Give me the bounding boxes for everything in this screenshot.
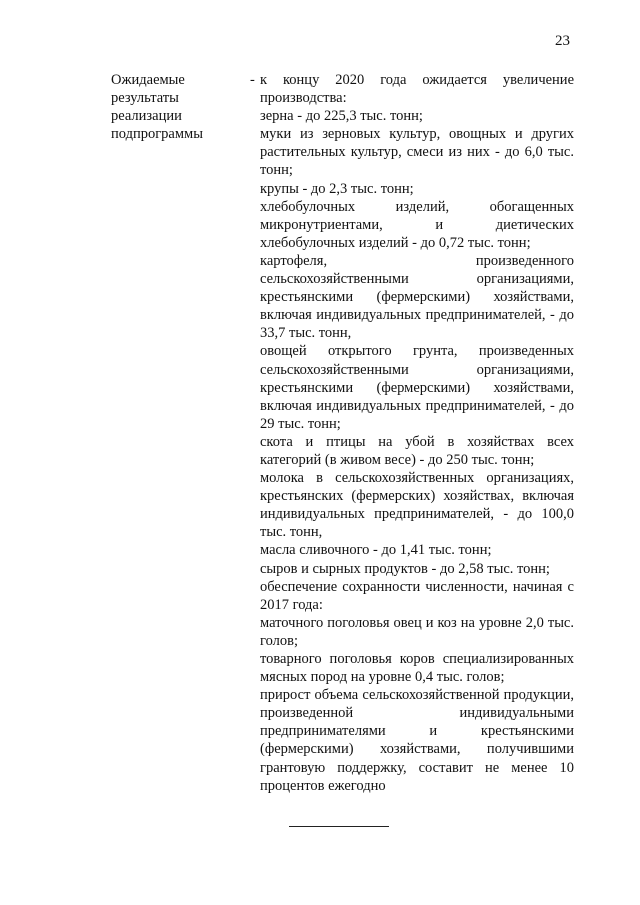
section-label-line: подпрограммы <box>111 126 203 142</box>
list-dash: - <box>250 72 255 88</box>
section-label-line: Ожидаемые <box>111 72 185 88</box>
results-paragraph: муки из зерновых культур, овощных и других растительных культур, смеси из них - до 6,0 тыс. тонн; <box>260 126 574 179</box>
results-paragraph: к концу 2020 года ожидается увеличение производства: <box>260 72 574 107</box>
results-paragraph: сыров и сырных продуктов - до 2,58 тыс. тонн; <box>260 560 550 577</box>
results-paragraph: масла сливочного - до 1,41 тыс. тонн; <box>260 542 492 559</box>
results-paragraph: товарного поголовья коров специализированных мясных пород на уровне 0,4 тыс. голов; <box>260 651 574 686</box>
section-label-line: реализации <box>111 108 182 124</box>
section-label-line: результаты <box>111 90 179 106</box>
results-paragraph: обеспечение сохранности численности, начиная с 2017 года: <box>260 578 574 613</box>
results-paragraph: скота и птицы на убой в хозяйствах всех категорий (в живом весе) - до 250 тыс. тонн; <box>260 433 574 468</box>
results-paragraph: маточного поголовья овец и коз на уровне 2,0 тыс. голов; <box>260 614 574 649</box>
results-paragraph: прирост объема сельскохозяйственной продукции, произведенной индивидуальными предпринимателями и крестьянскими (фермерскими) хозяйствами, получившими грантовую поддержку, составит не менее 10 процентов ежегодно <box>260 687 574 794</box>
results-paragraph: зерна - до 225,3 тыс. тонн; <box>260 108 423 125</box>
results-paragraph: крупы - до 2,3 тыс. тонн; <box>260 180 414 197</box>
results-paragraph: хлебобулочных изделий, обогащенных микронутриентами, и диетических хлебобулочных изделий - до 0,72 тыс. тонн; <box>260 198 574 251</box>
expected-results-text <box>260 71 574 795</box>
results-paragraph: молока в сельскохозяйственных организациях, крестьянских (фермерских) хозяйствах, включая индивидуальных предпринимателей, - до 100,0 тыс. тонн, <box>260 470 574 541</box>
section-label <box>111 71 241 143</box>
page-number: 23 <box>555 33 570 49</box>
separator-line <box>289 826 389 827</box>
results-paragraph: овощей открытого грунта, произведенных сельскохозяйственными организациями, крестьянскими (фермерскими) хозяйствами, включая индивидуальных предпринимателей, - до 29 тыс. тонн; <box>260 343 574 432</box>
results-paragraph: картофеля, произведенного сельскохозяйственными организациями, крестьянскими (фермерскими) хозяйствами, включая индивидуальных предпринимателей, - до 33,7 тыс. тонн, <box>260 252 574 342</box>
